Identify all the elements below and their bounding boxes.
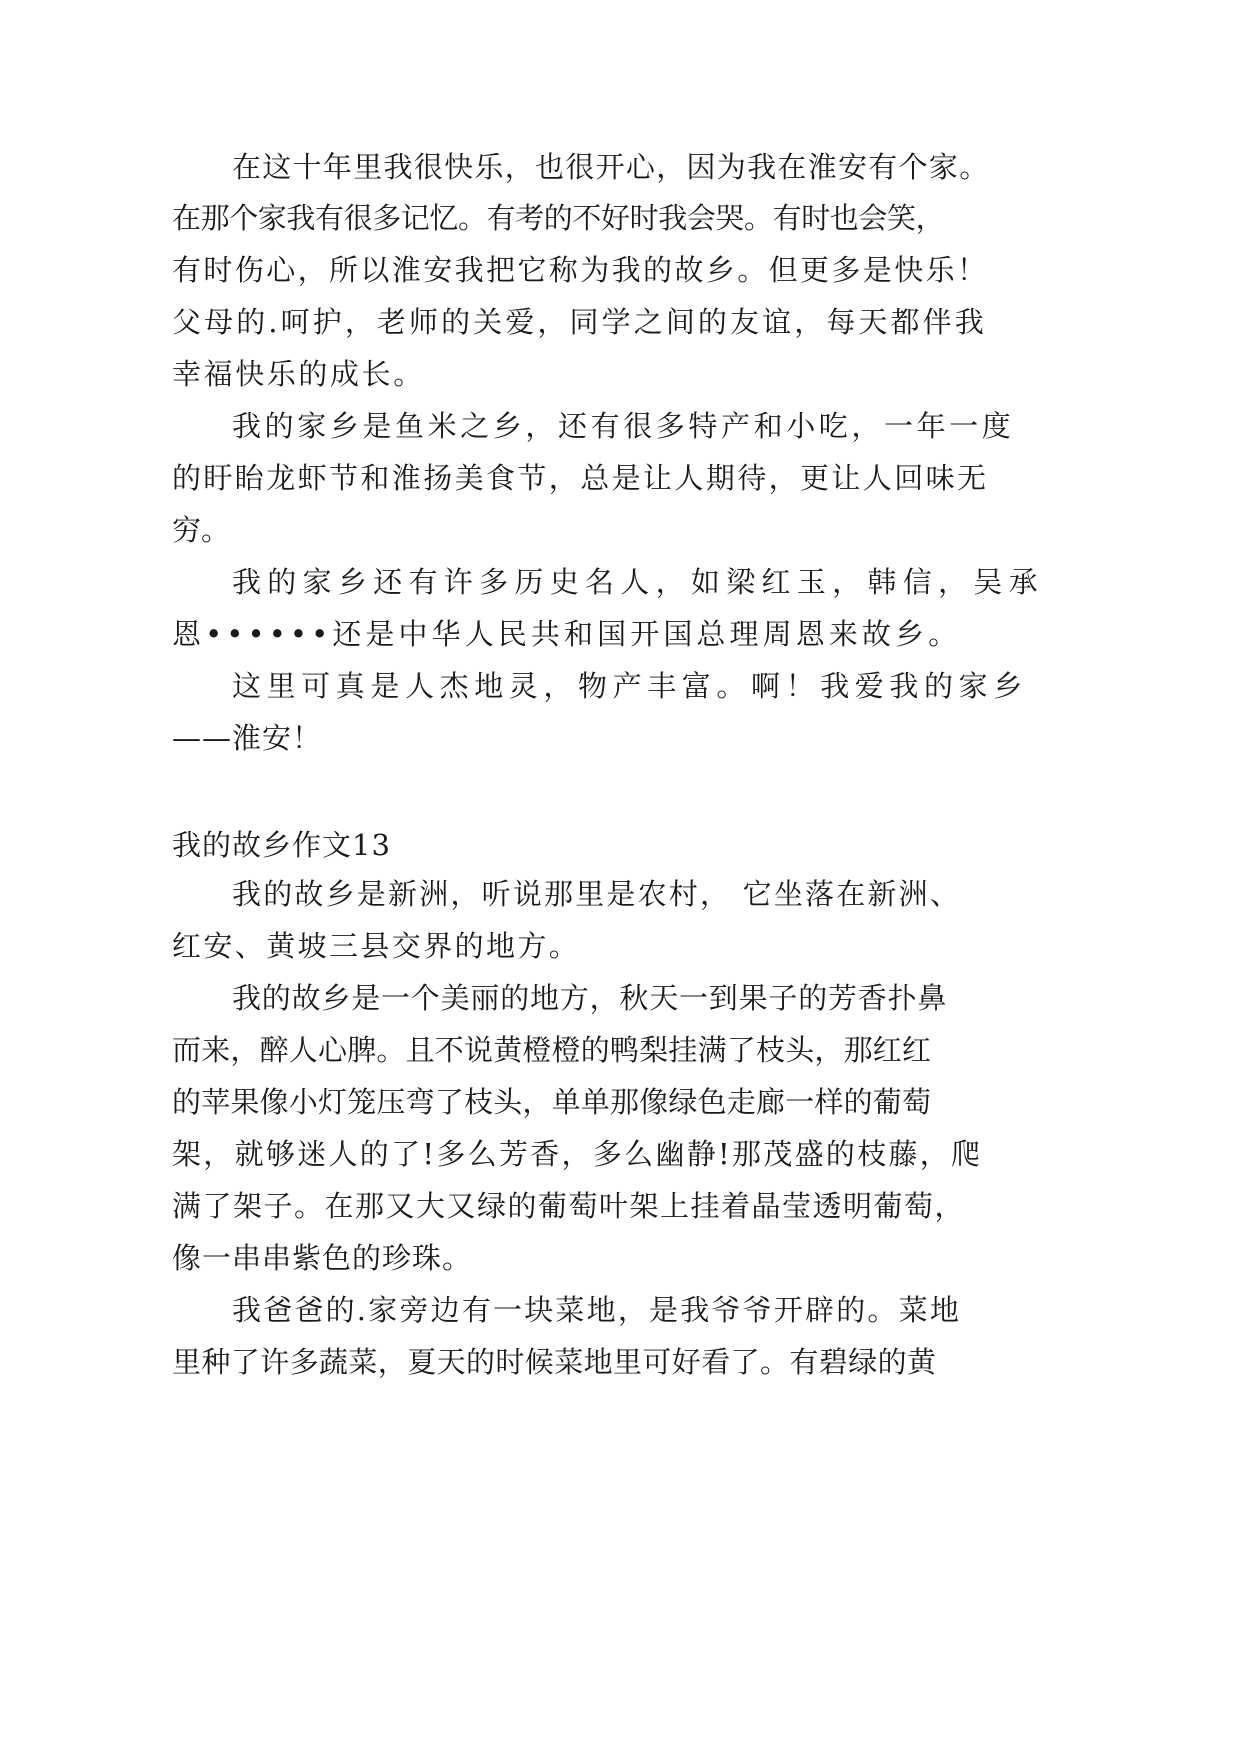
text-line-18: 架，就够迷人的了!多么芳香，多么幽静!那茂盛的枝藤，爬 <box>172 1137 983 1171</box>
text-line-7: 的盱眙龙虾节和淮扬美食节，总是让人期待，更让人回味无 <box>172 461 989 495</box>
text-line-22: 里种了许多蔬菜，夏天的时候菜地里可好看了。有碧绿的黄 <box>172 1345 937 1379</box>
text-line-9: 我的家乡还有许多历史名人，如梁红玉，韩信，吴承 <box>232 565 1044 599</box>
text-line-15: 我的故乡是一个美丽的地方，秋天一到果子的芳香扑鼻 <box>232 981 948 1015</box>
text-line-11: 这里可真是人杰地灵，物产丰富。啊！我爱我的家乡 <box>232 669 1028 703</box>
text-line-6: 我的家乡是鱼米之乡，还有很多特产和小吃，一年一度 <box>232 409 1015 443</box>
text-line-4: 父母的.呵护，老师的关爱，同学之间的友谊，每天都伴我 <box>172 305 987 339</box>
section-heading: 我的故乡作文13 <box>172 828 391 862</box>
text-line-5: 幸福快乐的成长。 <box>172 357 425 391</box>
text-line-1: 在这十年里我很快乐，也很开心，因为我在淮安有个家。 <box>232 150 990 184</box>
text-line-12: ——淮安！ <box>172 721 323 755</box>
text-line-14: 红安、黄坡三县交界的地方。 <box>172 929 581 963</box>
text-line-2: 在那个家我有很多记忆。有考的不好时我会哭。有时也会笑， <box>172 201 945 235</box>
text-line-17: 的苹果像小灯笼压弯了枝头，单单那像绿色走廊一样的葡萄 <box>172 1085 932 1119</box>
text-line-3: 有时伤心，所以淮安我把它称为我的故乡。但更多是快乐！ <box>172 253 989 287</box>
text-line-21: 我爸爸的.家旁边有一块菜地，是我爷爷开辟的。菜地 <box>232 1293 962 1327</box>
text-line-16: 而来，醉人心脾。且不说黄橙橙的鸭梨挂满了枝头，那红红 <box>172 1033 932 1067</box>
text-line-10: 恩••••••还是中华人民共和国开国总理周恩来故乡。 <box>172 617 962 651</box>
text-line-8: 穷。 <box>172 513 231 547</box>
text-line-20: 像一串串紫色的珍珠。 <box>172 1241 473 1275</box>
text-line-19: 满了架子。在那又大又绿的葡萄叶架上挂着晶莹透明葡萄， <box>172 1189 966 1223</box>
text-line-13: 我的故乡是新洲，听说那里是农村， 它坐落在新洲、 <box>232 877 962 911</box>
